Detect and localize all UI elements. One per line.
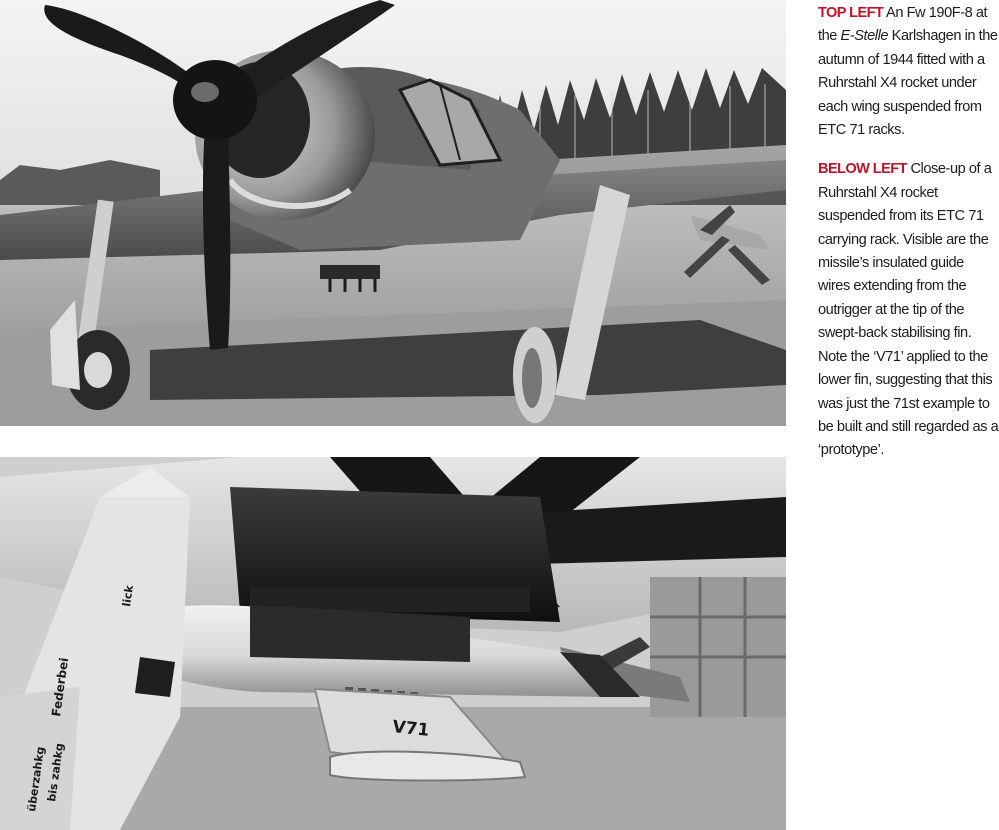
flap-stencil-1: überzahkg [25, 745, 48, 813]
photo-fw190-drawing [0, 0, 786, 426]
flap-stencil-federbei: Federbei [49, 656, 72, 718]
photo-x4-rocket-drawing [0, 457, 786, 830]
caption-below-left [818, 158, 999, 462]
caption-column [818, 2, 999, 479]
fin-code-label: V71 [391, 717, 431, 741]
flap-stencil-2: bis zahkg [45, 742, 67, 803]
photo-x4-rocket-closeup [0, 457, 786, 830]
photo-fw190-on-airfield [0, 0, 786, 426]
flap-stencil-lick: lick [120, 584, 136, 608]
caption-italic-e-stelle: E-Stelle [840, 28, 889, 45]
caption-top-left [818, 2, 999, 142]
caption-text-top-left-1: An Fw 190F-8 at the [818, 5, 988, 45]
caption-heading-below-left: BELOW LEFT [818, 161, 907, 178]
caption-text-below-left: Close-up of a Ruhrstahl X4 rocket suspended from its ETC 71 carrying rack. Visible are the missile’s insulated guide wires extending from the outrigger at the tip of the swept-back stabilising fin. Note the ‘V71’ applied to the lower fin, suggesting that this was just the 71st example to be built and still regarded as a ‘prototype’. [818, 161, 999, 459]
caption-text-top-left-2: Karlshagen in the autumn of 1944 fitted with a Ruhrstahl X4 rocket under each wing suspended from ETC 71 racks. [818, 28, 998, 139]
caption-heading-top-left: TOP LEFT [818, 5, 884, 21]
